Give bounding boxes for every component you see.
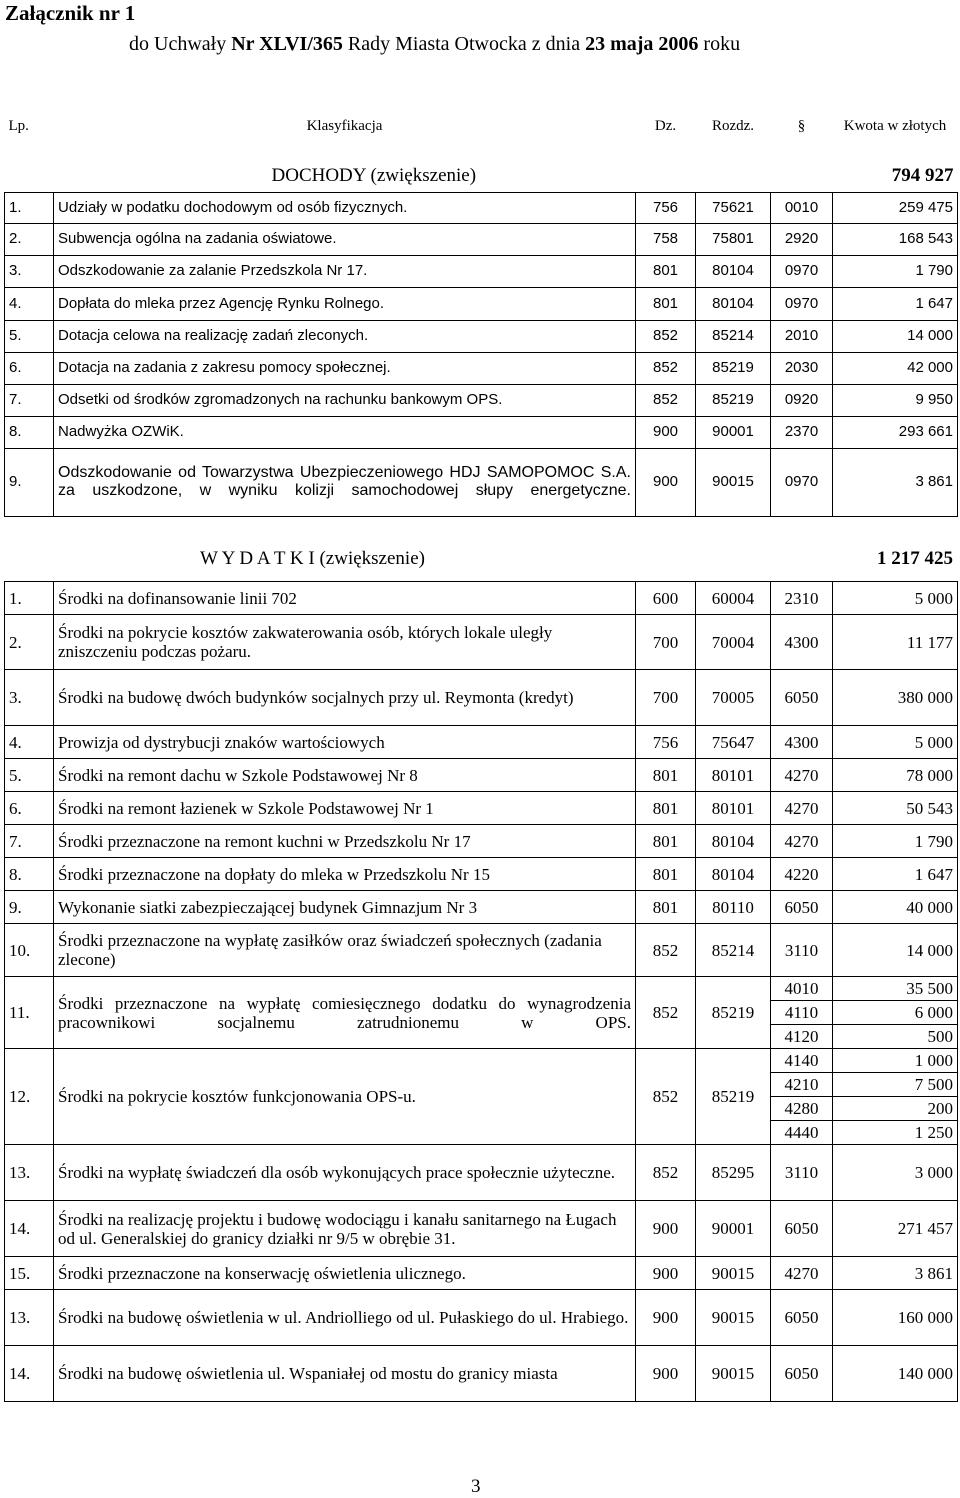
row-dzial: 900	[636, 1257, 696, 1290]
header-rozdz: Rozdz.	[711, 118, 755, 134]
row-number: 13.	[5, 1145, 54, 1201]
row-name: Środki przeznaczone na remont kuchni w Przedszkolu Nr 17	[54, 825, 636, 858]
row-kwota: 1 647	[833, 858, 958, 891]
income-row	[5, 287, 958, 320]
row-name: Środki przeznaczone na konserwację oświetlenia ulicznego.	[54, 1257, 636, 1290]
row-dzial: 852	[636, 384, 696, 416]
row-paragraf: 0970	[771, 287, 833, 320]
row-number: 10.	[5, 924, 54, 977]
row-paragraf: 4210	[771, 1073, 833, 1097]
row-rozdzial: 85219	[696, 977, 771, 1049]
income-row	[5, 255, 958, 287]
expense-row	[5, 977, 958, 1001]
income-row	[5, 384, 958, 416]
row-rozdzial: 85295	[696, 1145, 771, 1201]
row-name: Dotacja celowa na realizację zadań zleconych.	[54, 320, 636, 352]
resolution-line	[129, 33, 740, 56]
expense-row	[5, 858, 958, 891]
row-kwota: 380 000	[833, 670, 958, 726]
row-kwota: 40 000	[833, 891, 958, 924]
row-paragraf: 6050	[771, 1201, 833, 1257]
row-rozdzial: 80101	[696, 792, 771, 825]
spacer	[4, 540, 53, 578]
expense-row	[5, 1049, 958, 1073]
row-name: Środki na pokrycie kosztów zakwaterowania osób, których lokale uległy zniszczeniu podczas pożaru.	[54, 615, 636, 670]
row-kwota: 3 861	[833, 1257, 958, 1290]
income-row	[5, 320, 958, 352]
row-rozdzial: 90015	[696, 448, 771, 516]
row-name: Odsetki od środków zgromadzonych na rachunku bankowym OPS.	[54, 384, 636, 416]
row-paragraf: 4270	[771, 1257, 833, 1290]
expense-row	[5, 1290, 958, 1346]
row-name: Środki na realizację projektu i budowę wodociągu i kanału sanitarnego na Ługach od ul. Generalskiej do granicy działki nr 9/5 w obrębie 31.	[54, 1201, 636, 1257]
row-rozdzial: 80104	[696, 255, 771, 287]
row-kwota: 50 543	[833, 792, 958, 825]
row-dzial: 900	[636, 1346, 696, 1402]
row-kwota: 140 000	[833, 1346, 958, 1402]
row-dzial: 756	[636, 192, 696, 223]
row-kwota: 35 500	[833, 977, 958, 1001]
expense-row	[5, 1346, 958, 1402]
row-kwota: 11 177	[833, 615, 958, 670]
row-number: 8.	[5, 858, 54, 891]
row-name: Środki na pokrycie kosztów funkcjonowania OPS-u.	[54, 1049, 636, 1145]
row-kwota: 9 950	[833, 384, 958, 416]
row-kwota: 200	[833, 1097, 958, 1121]
row-dzial: 801	[636, 759, 696, 792]
expense-row	[5, 1201, 958, 1257]
row-name: Środki przeznaczone na dopłaty do mleka w Przedszkolu Nr 15	[54, 858, 636, 891]
row-rozdzial: 90001	[696, 416, 771, 448]
wydatki-section-row	[4, 540, 957, 578]
row-dzial: 900	[636, 1290, 696, 1346]
row-rozdzial: 90015	[696, 1290, 771, 1346]
header-paragraph: §	[797, 118, 806, 134]
row-dzial: 700	[636, 670, 696, 726]
wydatki-title: W Y D A T K I (zwiększenie)	[200, 548, 425, 569]
row-paragraf: 4440	[771, 1121, 833, 1145]
row-number: 9.	[5, 891, 54, 924]
row-rozdzial: 75647	[696, 726, 771, 759]
row-rozdzial: 70004	[696, 615, 771, 670]
income-table	[4, 92, 958, 517]
expense-row	[5, 825, 958, 858]
row-paragraf: 4120	[771, 1025, 833, 1049]
row-number: 11.	[5, 977, 54, 1049]
row-kwota: 78 000	[833, 759, 958, 792]
row-rozdzial: 85214	[696, 320, 771, 352]
expense-row	[5, 1145, 958, 1201]
row-kwota: 3 861	[833, 448, 958, 516]
row-name: Udziały w podatku dochodowym od osób fizycznych.	[54, 192, 636, 223]
row-dzial: 852	[636, 1145, 696, 1201]
row-rozdzial: 85219	[696, 384, 771, 416]
row-dzial: 801	[636, 287, 696, 320]
row-paragraf: 4110	[771, 1001, 833, 1025]
row-dzial: 852	[636, 1049, 696, 1145]
row-number: 5.	[5, 759, 54, 792]
row-dzial: 900	[636, 448, 696, 516]
row-number: 13.	[5, 1290, 54, 1346]
row-name: Dotacja na zadania z zakresu pomocy społecznej.	[54, 352, 636, 384]
row-paragraf: 3110	[771, 924, 833, 977]
row-name: Nadwyżka OZWiK.	[54, 416, 636, 448]
row-paragraf: 2370	[771, 416, 833, 448]
row-rozdzial: 80101	[696, 759, 771, 792]
row-rozdzial: 80104	[696, 858, 771, 891]
row-name: Środki na remont łazienek w Szkole Podstawowej Nr 1	[54, 792, 636, 825]
row-number: 1.	[5, 192, 54, 223]
row-paragraf: 6050	[771, 1346, 833, 1402]
expense-row	[5, 615, 958, 670]
row-name: Odszkodowanie od Towarzystwa Ubezpieczeniowego HDJ SAMOPOMOC S.A. za uszkodzone, w wyniku kolizji samochodowej słupy energetyczne.	[54, 448, 636, 516]
row-paragraf: 4270	[771, 792, 833, 825]
header-lp: Lp.	[8, 118, 29, 134]
row-dzial: 852	[636, 352, 696, 384]
row-number: 8.	[5, 416, 54, 448]
row-number: 14.	[5, 1346, 54, 1402]
expense-row	[5, 670, 958, 726]
row-rozdzial: 75801	[696, 223, 771, 255]
row-kwota: 168 543	[833, 223, 958, 255]
row-kwota: 14 000	[833, 924, 958, 977]
row-rozdzial: 60004	[696, 582, 771, 615]
row-paragraf: 4300	[771, 615, 833, 670]
row-rozdzial: 90015	[696, 1257, 771, 1290]
row-paragraf: 2010	[771, 320, 833, 352]
row-number: 1.	[5, 582, 54, 615]
row-number: 7.	[5, 825, 54, 858]
row-name: Środki na wypłatę świadczeń dla osób wykonujących prace społecznie użyteczne.	[54, 1145, 636, 1201]
row-kwota: 160 000	[833, 1290, 958, 1346]
row-name: Wykonanie siatki zabezpieczającej budynek Gimnazjum Nr 3	[54, 891, 636, 924]
dochody-title: DOCHODY (zwiększenie)	[271, 164, 477, 186]
row-kwota: 3 000	[833, 1145, 958, 1201]
row-paragraf: 2310	[771, 582, 833, 615]
row-number: 15.	[5, 1257, 54, 1290]
row-dzial: 700	[636, 615, 696, 670]
row-name: Prowizja od dystrybucji znaków wartościowych	[54, 726, 636, 759]
resolution-date: 23 maja 2006	[585, 33, 699, 55]
expense-row	[5, 891, 958, 924]
row-paragraf: 6050	[771, 1290, 833, 1346]
income-row	[5, 448, 958, 516]
row-paragraf: 4280	[771, 1097, 833, 1121]
row-paragraf: 0920	[771, 384, 833, 416]
row-kwota: 259 475	[833, 192, 958, 223]
row-kwota: 6 000	[833, 1001, 958, 1025]
attachment-title: Załącznik nr 1	[5, 1, 136, 25]
row-number: 7.	[5, 384, 54, 416]
row-number: 9.	[5, 448, 54, 516]
row-rozdzial: 80110	[696, 891, 771, 924]
row-dzial: 801	[636, 858, 696, 891]
row-name: Dopłata do mleka przez Agencję Rynku Rolnego.	[54, 287, 636, 320]
row-name: Środki na dofinansowanie linii 702	[54, 582, 636, 615]
row-dzial: 758	[636, 223, 696, 255]
row-paragraf: 4140	[771, 1049, 833, 1073]
row-kwota: 5 000	[833, 582, 958, 615]
row-dzial: 900	[636, 1201, 696, 1257]
row-paragraf: 0010	[771, 192, 833, 223]
row-number: 3.	[5, 670, 54, 726]
income-row	[5, 416, 958, 448]
expense-row	[5, 792, 958, 825]
row-dzial: 801	[636, 792, 696, 825]
row-kwota: 14 000	[833, 320, 958, 352]
spacer	[635, 540, 832, 578]
row-paragraf: 3110	[771, 1145, 833, 1201]
row-paragraf: 2030	[771, 352, 833, 384]
expense-row	[5, 582, 958, 615]
resolution-middle: Rady Miasta Otwocka z dnia	[347, 33, 581, 55]
income-row	[5, 192, 958, 223]
wydatki-header	[4, 540, 957, 578]
row-kwota: 5 000	[833, 726, 958, 759]
row-rozdzial: 85214	[696, 924, 771, 977]
row-dzial: 600	[636, 582, 696, 615]
row-kwota: 1 000	[833, 1049, 958, 1073]
row-rozdzial: 90001	[696, 1201, 771, 1257]
row-rozdzial: 85219	[696, 352, 771, 384]
dochody-total: 794 927	[891, 164, 954, 186]
row-name: Środki na remont dachu w Szkole Podstawowej Nr 8	[54, 759, 636, 792]
row-paragraf: 4010	[771, 977, 833, 1001]
row-name: Środki na budowę oświetlenia ul. Wspaniałej od mostu do granicy miasta	[54, 1346, 636, 1402]
row-kwota: 271 457	[833, 1201, 958, 1257]
dochody-section-row	[5, 160, 958, 192]
row-rozdzial: 80104	[696, 287, 771, 320]
row-kwota: 1 250	[833, 1121, 958, 1145]
row-kwota: 500	[833, 1025, 958, 1049]
row-rozdzial: 90015	[696, 1346, 771, 1402]
row-number: 14.	[5, 1201, 54, 1257]
row-rozdzial: 70005	[696, 670, 771, 726]
row-kwota: 42 000	[833, 352, 958, 384]
row-number: 6.	[5, 792, 54, 825]
row-number: 6.	[5, 352, 54, 384]
row-number: 12.	[5, 1049, 54, 1145]
row-kwota: 1 790	[833, 825, 958, 858]
header-klasyfikacja: Klasyfikacja	[306, 118, 383, 134]
wydatki-total: 1 217 425	[877, 548, 953, 569]
header-kwota: Kwota w złotych	[843, 118, 947, 134]
row-name: Środki przeznaczone na wypłatę zasiłków oraz świadczeń społecznych (zadania zlecone)	[54, 924, 636, 977]
row-name: Środki na budowę oświetlenia w ul. Andriolliego od ul. Pułaskiego do ul. Hrabiego.	[54, 1290, 636, 1346]
row-number: 4.	[5, 287, 54, 320]
row-paragraf: 0970	[771, 448, 833, 516]
row-paragraf: 0970	[771, 255, 833, 287]
row-rozdzial: 80104	[696, 825, 771, 858]
row-paragraf: 6050	[771, 891, 833, 924]
resolution-suffix: roku	[703, 33, 741, 55]
row-paragraf: 4300	[771, 726, 833, 759]
row-paragraf: 4220	[771, 858, 833, 891]
row-paragraf: 6050	[771, 670, 833, 726]
row-rozdzial: 75621	[696, 192, 771, 223]
row-name: Subwencja ogólna na zadania oświatowe.	[54, 223, 636, 255]
expense-row	[5, 924, 958, 977]
row-dzial: 900	[636, 416, 696, 448]
page-number: 3	[471, 1476, 481, 1497]
header-dz: Dz.	[654, 118, 677, 134]
resolution-prefix: do Uchwały	[129, 33, 227, 55]
row-number: 4.	[5, 726, 54, 759]
expense-table	[4, 581, 958, 1402]
row-dzial: 756	[636, 726, 696, 759]
row-dzial: 852	[636, 977, 696, 1049]
row-kwota: 1 790	[833, 255, 958, 287]
row-paragraf: 4270	[771, 825, 833, 858]
row-number: 5.	[5, 320, 54, 352]
row-name: Środki przeznaczone na wypłatę comiesięcznego dodatku do wynagrodzenia pracownikowi socjalnemu zatrudnionemu w OPS.	[54, 977, 636, 1049]
row-dzial: 852	[636, 320, 696, 352]
expense-row	[5, 759, 958, 792]
row-dzial: 852	[636, 924, 696, 977]
row-kwota: 1 647	[833, 287, 958, 320]
row-paragraf: 4270	[771, 759, 833, 792]
expense-row	[5, 726, 958, 759]
row-paragraf: 2920	[771, 223, 833, 255]
expense-row	[5, 1257, 958, 1290]
row-kwota: 7 500	[833, 1073, 958, 1097]
row-name: Środki na budowę dwóch budynków socjalnych przy ul. Reymonta (kredyt)	[54, 670, 636, 726]
header-row	[5, 92, 958, 160]
income-row	[5, 223, 958, 255]
row-dzial: 801	[636, 825, 696, 858]
row-number: 2.	[5, 615, 54, 670]
row-dzial: 801	[636, 891, 696, 924]
row-kwota: 293 661	[833, 416, 958, 448]
row-number: 3.	[5, 255, 54, 287]
income-row	[5, 352, 958, 384]
row-dzial: 801	[636, 255, 696, 287]
row-rozdzial: 85219	[696, 1049, 771, 1145]
row-number: 2.	[5, 223, 54, 255]
resolution-number: Nr XLVI/365	[231, 33, 343, 55]
row-name: Odszkodowanie za zalanie Przedszkola Nr 17.	[54, 255, 636, 287]
